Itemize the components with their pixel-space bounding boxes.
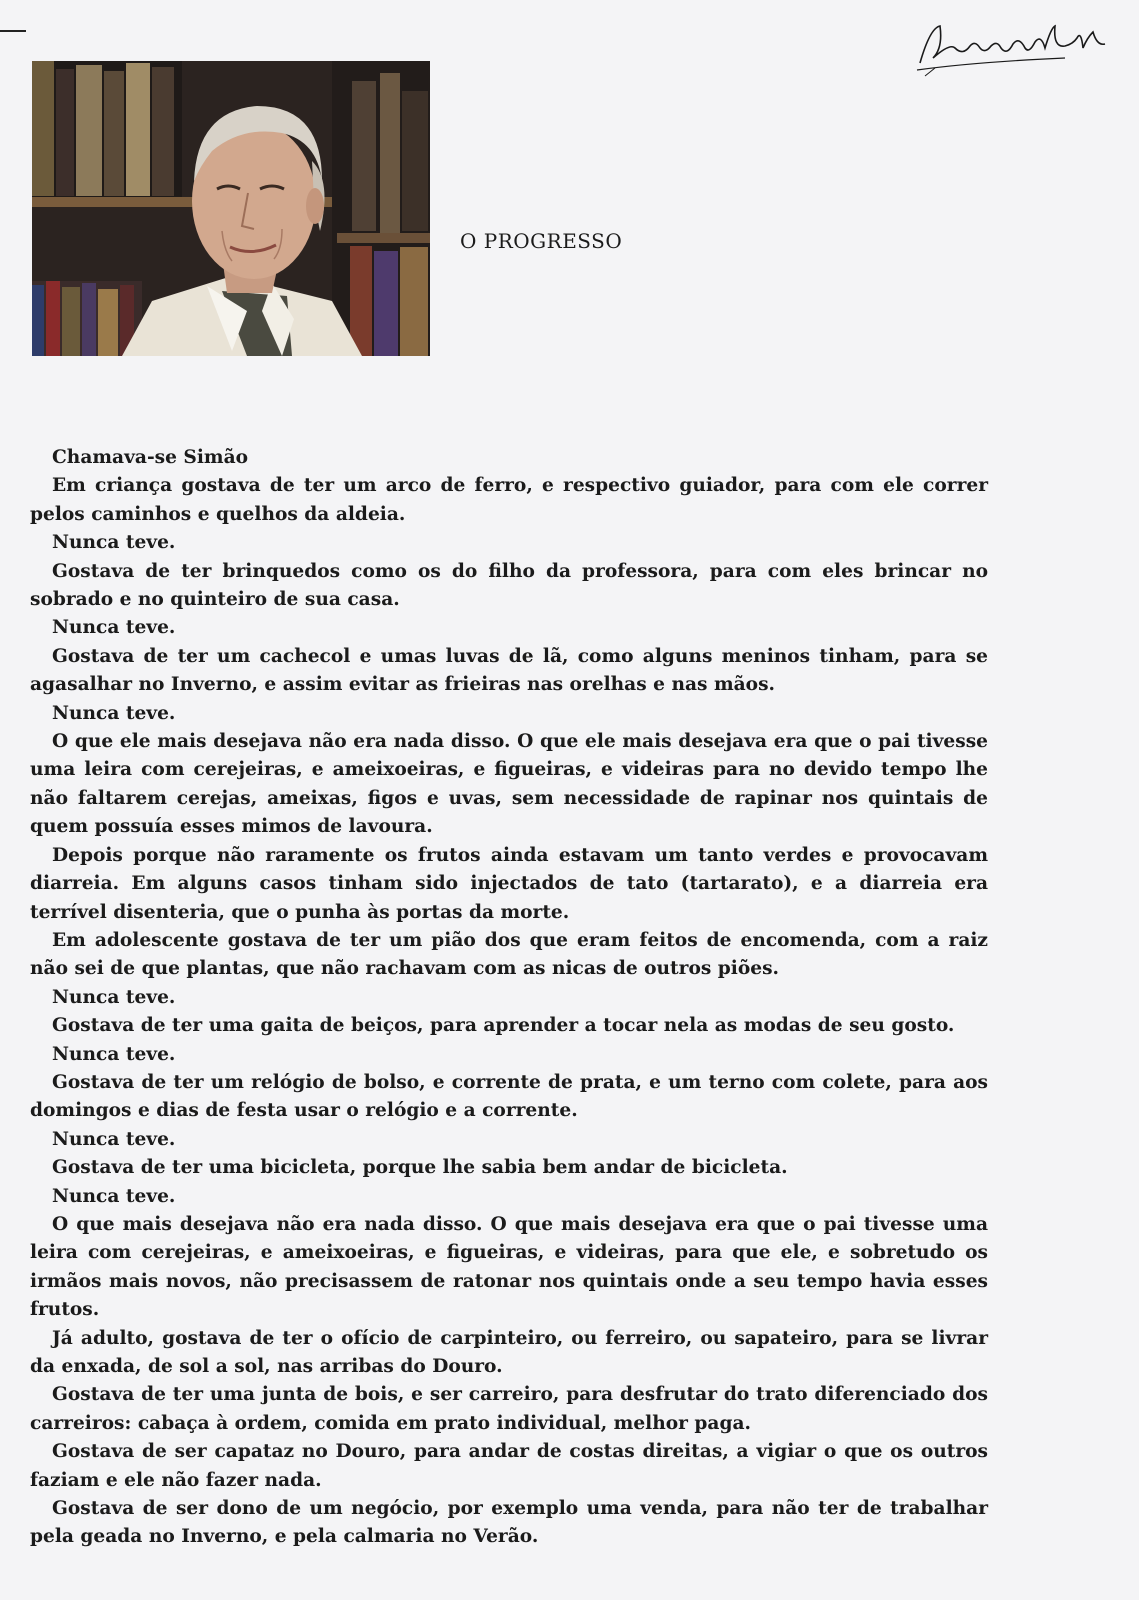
paragraph: Já adulto, gostava de ter o ofício de carpinteiro, ou ferreiro, ou sapateiro, para se livrar da enxada, de sol a sol, nas arribas do Douro. <box>30 1327 988 1377</box>
paragraph: Em criança gostava de ter um arco de ferro, e respectivo guiador, para com ele correr pelos caminhos e quelhos da aldeia. <box>30 475 988 525</box>
paragraph: Nunca teve. <box>52 1128 176 1150</box>
paragraph: Chamava-se Simão <box>52 447 249 468</box>
paragraph: Depois porque não raramente os frutos ainda estavam um tanto verdes e provocavam diarreia. Em alguns casos tinham sido injectados de tato (tartarato), e a diarreia era terrível disenteria, que o punha às portas da morte. <box>30 844 988 923</box>
paragraph: Nunca teve. <box>52 1043 176 1065</box>
paragraph: O que mais desejava não era nada disso. O que mais desejava era que o pai tivesse uma leira com cerejeiras, e ameixoeiras, e figueiras, e videiras, para que ele, e sobretudo os irmãos mais novos, não precisassem de ratonar nos quintais onde a seu tempo havia esses frutos. <box>30 1213 988 1321</box>
author-portrait-photo <box>32 61 430 356</box>
paragraph: Gostava de ser capataz no Douro, para andar de costas direitas, a vigiar o que os outros faziam e ele não fazer nada. <box>30 1441 988 1491</box>
paragraph: Nunca teve. <box>52 1185 176 1207</box>
handwritten-signature <box>915 18 1115 78</box>
paragraph: Gostava de ter uma gaita de beiços, para aprender a tocar nela as modas de seu gosto. <box>52 1015 955 1037</box>
scan-mark <box>0 30 26 32</box>
paragraph: Nunca teve. <box>52 532 176 554</box>
paragraph: Gostava de ter brinquedos como os do filho da professora, para com eles brincar no sobrado e no quinteiro de sua casa. <box>30 560 988 611</box>
paragraph: Em adolescente gostava de ter um pião dos que eram feitos de encomenda, com a raiz não sei de que plantas, que não rachavam com as nicas de outros piões. <box>30 929 988 980</box>
paragraph: Gostava de ter um relógio de bolso, e corrente de prata, e um terno com colete, para aos domingos e dias de festa usar o relógio e a corrente. <box>30 1071 988 1122</box>
story-body <box>30 444 988 1552</box>
paragraph: Nunca teve. <box>52 702 176 724</box>
paragraph: Nunca teve. <box>52 617 176 639</box>
paragraph: Gostava de ter uma bicicleta, porque lhe sabia bem andar de bicicleta. <box>52 1157 788 1179</box>
paragraph: Gostava de ser dono de um negócio, por exemplo uma venda, para não ter de trabalhar pela geada no Inverno, e pela calmaria no Verão. <box>30 1498 988 1548</box>
paragraph: O que ele mais desejava não era nada disso. O que ele mais desejava era que o pai tivesse uma leira com cerejeiras, e ameixoeiras, e figueiras, e videiras para no devido tempo lhe não faltarem cerejas, ameixas, figos e uvas, sem necessidade de rapinar nos quintais de quem possuía esses mimos de lavoura. <box>30 731 988 838</box>
paragraph: Gostava de ter uma junta de bois, e ser carreiro, para desfrutar do trato diferenciado dos carreiros: cabaça à ordem, comida em prato individual, melhor paga. <box>30 1384 988 1434</box>
paragraph: Nunca teve. <box>52 986 176 1008</box>
page-title: O PROGRESSO <box>460 229 623 254</box>
paragraph: Gostava de ter um cachecol e umas luvas de lã, como alguns meninos tinham, para se agasalhar no Inverno, e assim evitar as frieiras nas orelhas e nas mãos. <box>30 645 988 696</box>
